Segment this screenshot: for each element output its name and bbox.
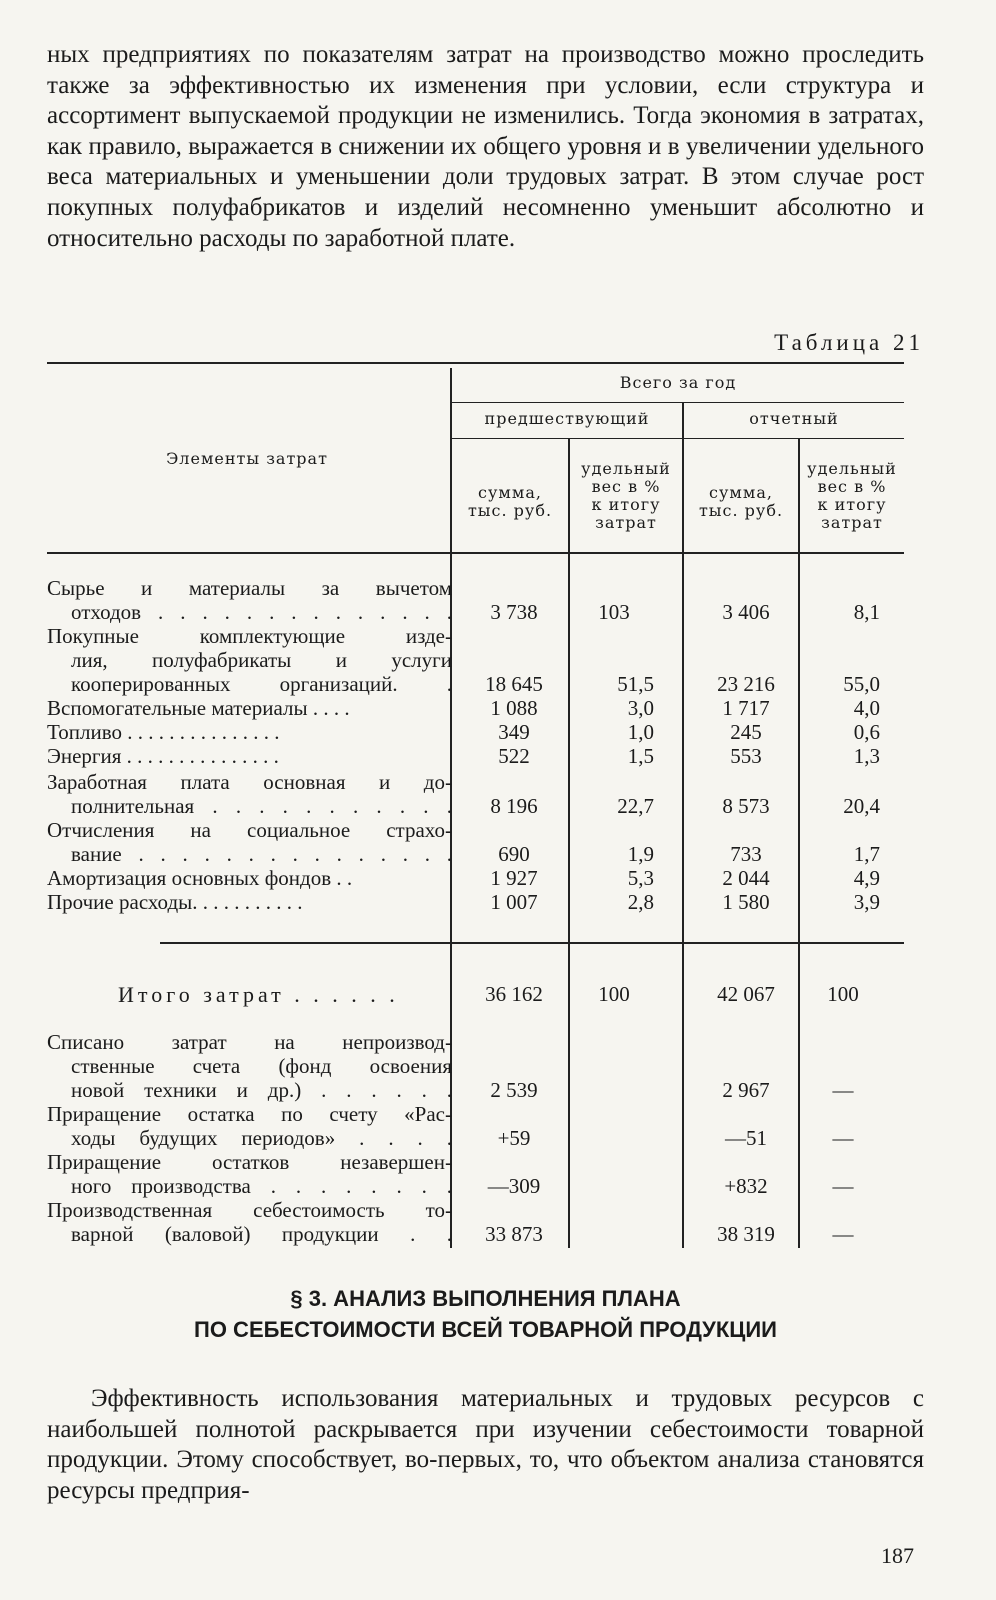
total-top-rule <box>160 942 904 944</box>
page-number: 187 <box>881 1543 914 1568</box>
subheader-rule <box>452 438 904 439</box>
header-rep-sum: сумма, тыс. руб. <box>698 483 784 520</box>
table-label: Таблица 21 <box>774 330 924 355</box>
header-prev-sum: сумма, тыс. руб. <box>467 483 553 520</box>
year-header-rule <box>452 402 904 403</box>
header-previous: предшествующий <box>484 409 650 428</box>
header-bottom-rule <box>47 552 904 554</box>
table-column-rule-3 <box>682 402 684 1248</box>
header-rep-share: удельный вес в % к итогу затрат <box>807 459 897 532</box>
header-year-total: Всего за год <box>619 373 737 392</box>
closing-paragraph: Эффективность использования материальных и трудовых ресурсов с наибольшей полнотой раскрывается при изучении себестоимости товарной продукции. Этому способствует, во-первых, то, что объектом анализа становятся ресурсы предприя- <box>47 1385 924 1504</box>
header-reporting: отчетный <box>749 409 839 428</box>
header-prev-share: удельный вес в % к итогу затрат <box>581 459 671 532</box>
intro-paragraph: ных предприятиях по показателям затрат на производство можно проследить также за эффективностью их изменения при условии, если структура и ассортимент выпускаемой продукции не изменились. Тогда экономия в затратах, как правило, выражается в снижении их общего уровня и в увеличении удельного веса материальных и уменьшении доли трудовых затрат. В этом случае рост покупных полуфабрикатов и изделий несомненно уменьшит абсолютно и относительно расходы по заработной плате. <box>47 41 924 252</box>
section-heading: § 3. АНАЛИЗ ВЫПОЛНЕНИЯ ПЛАНА ПО СЕБЕСТОИМОСТИ ВСЕЙ ТОВАРНОЙ ПРОДУКЦИИ <box>194 1286 777 1342</box>
header-elements: Элементы затрат <box>166 449 328 468</box>
total-label: Итого затрат . . . . . . <box>118 982 399 1007</box>
book-page: ных предприятиях по показателям затрат на производство можно проследить также за эффективностью их изменения при условии, если структура и ассортимент выпускаемой продукции не изменились. Тогда экономия в затратах, как правило, выражается в снижении их общего уровня и в увеличении удельного веса материальных и уменьшении доли трудовых затрат. В этом случае рост покупных полуфабрикатов и изделий несомненно уменьшит абсолютно и относительно расходы по заработной плате. Таблица 21 Элементы затрат Всего за год предшествующий отчетный сумма, тыс. руб. удельный вес в % к итогу затрат сумма, тыс. руб. удельный вес в % к итогу затрат Сырье и материалы за вычетом отходов . . . . . . . . . . . . . . 3 738 103 3 406 8,1 Покупные комплектующие изде- лия, полуфабрикаты и услуги кооперированных организаций. . 18 645 51,5 23 216 55,0 Вспомогательные материалы . . . . 1 088 3,0 1 717 4,0 Топливо . . . . . . . . . . . . . . . 349 1,0 245 0,6 Энергия . . . . . . . . . . . . . . . 522 1,5 553 1,3 Заработная плата основная и до- полнительная . . . . . . . . . . . 8 196 22,7 8 573 20,4 Отчисления на социальное страхо- вание . . . . . . . . . . . . . . . 690 1,9 733 1,7 Амортизация основных фондов . . 1 927 5,3 2 044 4,9 Прочие расходы. . . . . . . . . . . 1 007 2,8 1 580 3,9 Итого затрат . . . . . . 36 162 100 42 067 100 Списано затрат на непроизвод- ственные счета (фонд освоения новой техники и др.) . . . . . . 2 539 2 967 — Приращение остатка по счету «Рас- ходы будущих периодов» . . . . +59 —51 — Приращение остатков незавершен- ного производства . . . . . . . . —309 +832 — Производственная себестоимость то- варной (валовой) продукции . . 33 873 38 319 — § 3. АНАЛИЗ ВЫПОЛНЕНИЯ ПЛАНА ПО СЕБЕСТОИМОСТИ ВСЕЙ ТОВАРНОЙ ПРОДУКЦИИ Эффективность использования материальных и трудовых ресурсов с наибольшей полнотой раскрывается при изучении себестоимости товарной продукции. Этому способствует, во-первых, то, что объектом анализа становятся ресурсы предприя- 187 <box>47 41 924 1568</box>
table-top-rule <box>47 362 904 364</box>
